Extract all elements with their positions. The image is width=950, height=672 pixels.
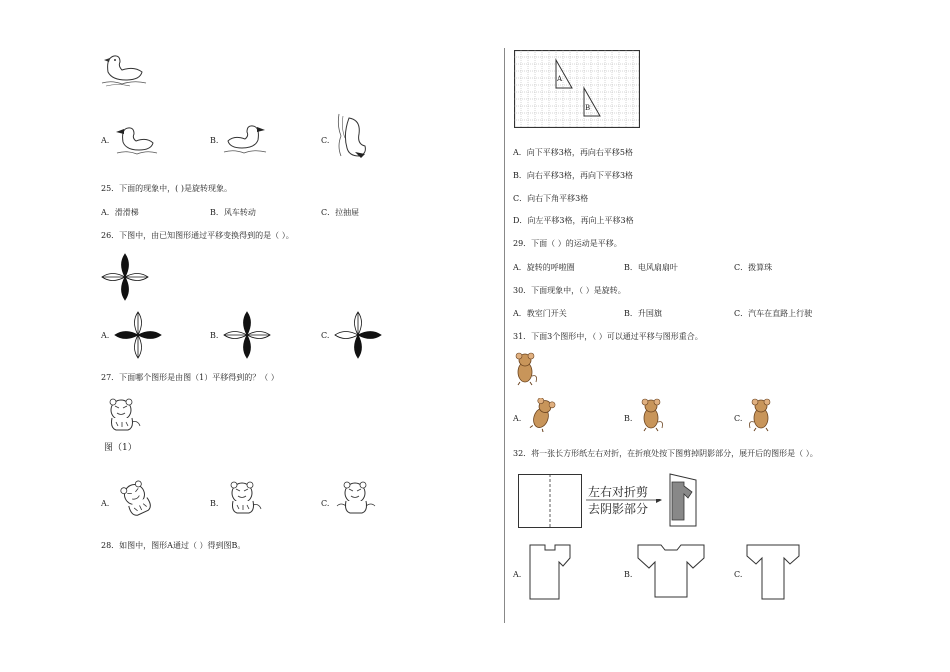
mouse-option-a-figure [527, 398, 557, 432]
q32-instruction-line2: 去阴影部分 [588, 502, 649, 516]
q24-option-a[interactable]: A. [101, 136, 110, 145]
tiger-reference-figure [104, 398, 142, 432]
translation-grid-figure [514, 50, 640, 128]
cut-paper-figure [666, 470, 702, 528]
q30-option-b[interactable]: B．升国旗 [624, 309, 662, 318]
q32-option-b[interactable]: B. [624, 570, 633, 579]
four-petal-reference-figure [100, 252, 150, 302]
q31-option-a[interactable]: A. [513, 414, 522, 423]
q25-option-b[interactable]: B．风车转动 [210, 208, 256, 217]
folded-paper-figure [518, 474, 582, 528]
duck-option-c-figure [333, 112, 373, 160]
q32-text: 32．将一张长方形纸左右对折，在折痕处按下图剪掉阴影部分，展开后的图形是（ ）。 [513, 449, 818, 458]
q25-option-a[interactable]: A．滑滑梯 [101, 208, 139, 217]
tiger-option-a-figure [113, 480, 161, 520]
q31-text: 31．下面3个图形中，（ ）可以通过平移与图形重合。 [513, 332, 703, 341]
q25-text: 25．下面的现象中，( )是旋转现象。 [101, 184, 232, 193]
q25-option-c[interactable]: C．拉抽屉 [321, 208, 360, 217]
grid-label-a: A [557, 75, 563, 83]
four-petal-option-c-figure [333, 310, 383, 360]
shape-option-c-figure [746, 544, 800, 600]
q28-text: 28．如图中，图形A通过（ ）得到图B。 [101, 541, 246, 550]
mouse-option-b-figure [638, 398, 664, 432]
duck-option-a-figure [113, 122, 159, 158]
q26-option-a[interactable]: A. [101, 331, 110, 340]
four-petal-option-a-figure [113, 310, 163, 360]
duck-reference-figure [100, 50, 148, 88]
shape-option-a-figure [529, 544, 571, 600]
q29-option-c[interactable]: C．拨算珠 [734, 263, 773, 272]
q30-option-c[interactable]: C．汽车在直路上行驶 [734, 309, 813, 318]
tiger-option-b-figure [224, 480, 264, 518]
four-petal-option-b-figure [222, 310, 272, 360]
q29-text: 29．下面（ ）的运动是平移。 [513, 239, 622, 248]
q27-text: 27．下面哪个图形是由图（1）平移得到的？（ ） [101, 373, 279, 382]
q32-option-c[interactable]: C. [734, 570, 743, 579]
q32-option-a[interactable]: A. [513, 570, 522, 579]
q28-option-c[interactable]: C．向右下角平移3格 [513, 194, 589, 203]
q29-option-a[interactable]: A．旋转的呼啦圈 [513, 263, 575, 272]
q31-option-b[interactable]: B. [624, 414, 633, 423]
q26-text: 26．下图中，由已知图形通过平移变换得到的是（ ）。 [101, 231, 294, 240]
arrow-figure [586, 499, 662, 507]
q27-option-b[interactable]: B. [210, 499, 219, 508]
q27-figure-caption: 图（1） [104, 443, 137, 453]
q26-option-b[interactable]: B. [210, 331, 219, 340]
duck-option-b-figure [222, 120, 268, 158]
q24-option-b[interactable]: B. [210, 136, 219, 145]
mouse-option-c-figure [748, 398, 774, 432]
q28-option-a[interactable]: A．向下平移3格，再向右平移5格 [513, 148, 633, 157]
q32-instruction-line1: 左右对折剪 [588, 485, 649, 499]
q30-option-a[interactable]: A．教室门开关 [513, 309, 567, 318]
q24-option-c[interactable]: C. [321, 136, 330, 145]
column-divider [504, 48, 505, 623]
q28-option-b[interactable]: B．向右平移3格，再向下平移3格 [513, 171, 634, 180]
q26-option-c[interactable]: C. [321, 331, 330, 340]
tiger-option-c-figure [333, 480, 377, 518]
q27-option-c[interactable]: C. [321, 499, 330, 508]
q28-option-d[interactable]: D．向左平移3格，再向上平移3格 [513, 216, 634, 225]
mouse-reference-figure [512, 352, 538, 386]
q29-option-b[interactable]: B．电风扇扇叶 [624, 263, 678, 272]
grid-label-b: B [585, 104, 591, 112]
q27-option-a[interactable]: A. [101, 499, 110, 508]
shape-option-b-figure [637, 544, 705, 598]
q30-text: 30．下面现象中，（ ）是旋转。 [513, 286, 626, 295]
q31-option-c[interactable]: C. [734, 414, 743, 423]
